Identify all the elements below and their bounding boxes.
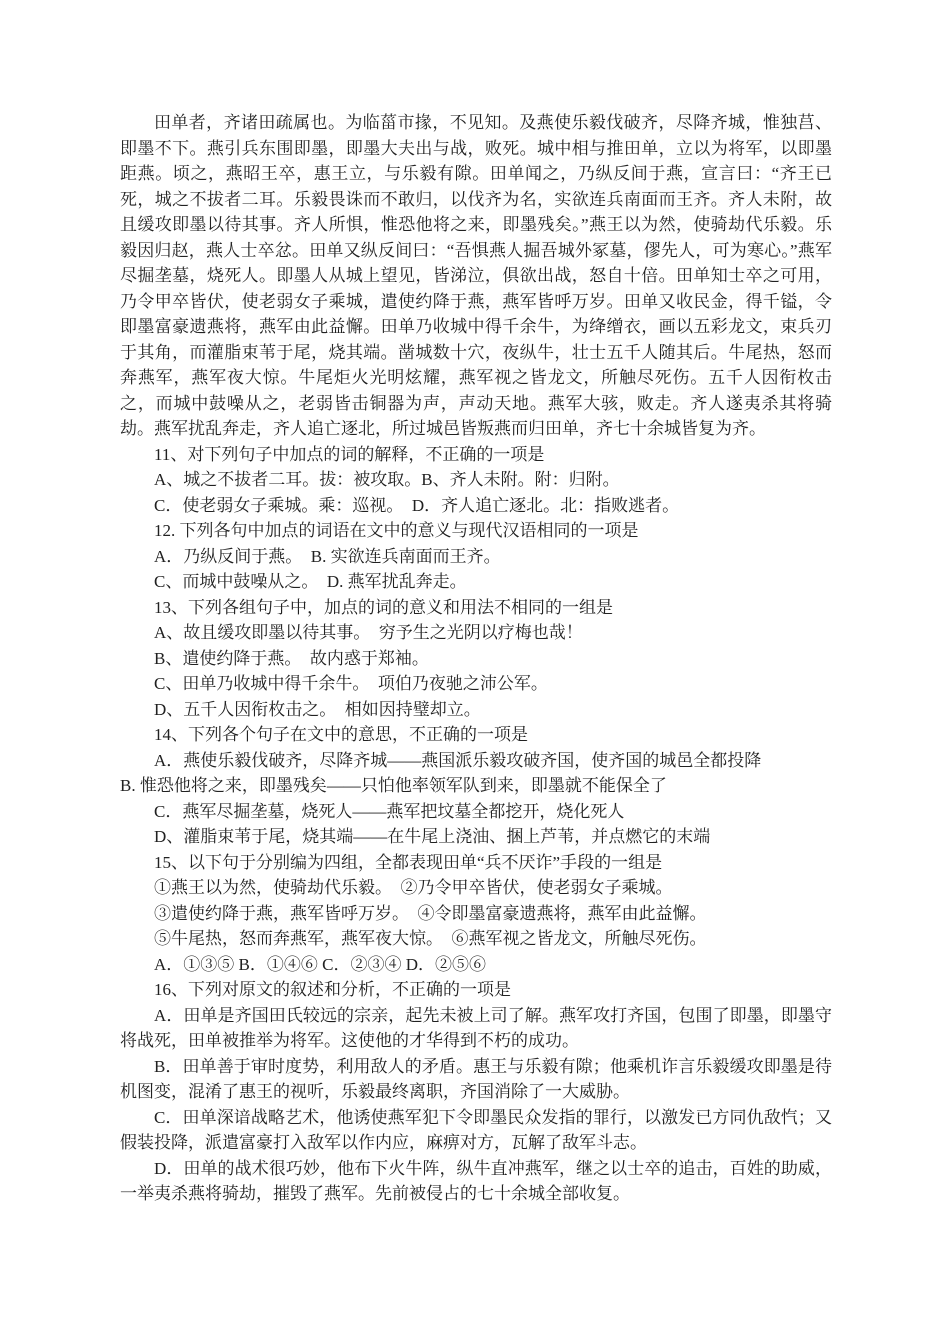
reading-passage: 田单者，齐诸田疏属也。为临菑市掾，不见知。及燕使乐毅伐破齐，尽降齐城，惟独莒、即墨不下。燕引兵东围即墨，即墨大夫出与战，败死。城中相与推田单，立以为将军，以即墨距燕。顷之，燕昭王卒，惠王立，与乐毅有隙。田单闻之，乃纵反间于燕，宣言曰：“齐王已死，城之不拔者二耳。乐毅畏诛而不敢归，以伐齐为名，实欲连兵南面而王齐。齐人未附，故且缓攻即墨以待其事。齐人所惧，惟恐他将之来，即墨残矣。”燕王以为然，使骑劫代乐毅。乐毅因归赵，燕人士卒忿。田单又纵反间曰：“吾惧燕人掘吾城外冢墓，僇先人，可为寒心。”燕军尽掘垄墓，烧死人。即墨人从城上望见，皆涕泣，俱欲出战，怒自十倍。田单知士卒之可用，乃令甲卒皆伏，使老弱女子乘城，遣使约降于燕，燕军皆呼万岁。田单又收民金，得千镒，令即墨富豪遗燕将，燕军由此益懈。田单乃收城中得千余牛，为绛缯衣，画以五彩龙文，束兵刃于其角，而灌脂束苇于尾，烧其端。凿城数十穴，夜纵牛，壮士五千人随其后。牛尾热，怒而奔燕军，燕军夜大惊。牛尾炬火光明炫耀，燕军视之皆龙文，所触尽死伤。五千人因衔枚击之，而城中鼓噪从之，老弱皆击铜器为声，声动天地。燕军大骇，败走。齐人遂夷杀其将骑劫。燕军扰乱奔走，齐人追亡逐北，所过城邑皆叛燕而归田单，齐七十余城皆复为齐。: [120, 113, 832, 438]
q16-stem: 16、下列对原文的叙述和分析，不正确的一项是: [154, 980, 511, 999]
q16-option-a: A．田单是齐国田氏较远的宗亲，起先未被上司了解。燕军攻打齐国，包围了即墨，即墨守将战死，田单被推举为将军。这使他的才华得到不朽的成功。: [120, 1005, 832, 1050]
q13-option-a: A、故且缓攻即墨以待其事。 穷予生之光阴以疗梅也哉！: [154, 623, 583, 642]
q15-items-5-6: ⑤牛尾热，怒而奔燕军，燕军夜大惊。 ⑥燕军视之皆龙文，所触尽死伤。: [154, 929, 707, 948]
q12-options-ab: A．乃纵反间于燕。 B. 实欲连兵南面而王齐。: [154, 546, 501, 566]
q14-option-c: C．燕军尽掘垄墓，烧死人——燕军把坟墓全都挖开，烧化死人: [154, 801, 625, 821]
q14-stem: 14、下列各个句子在文中的意思，不正确的一项是: [154, 725, 528, 744]
q16-option-b: B．田单善于审时度势，利用敌人的矛盾。惠王与乐毅有隙；他乘机诈言乐毅缓攻即墨是待机图变，混淆了惠王的视听，乐毅最终离职，齐国消除了一大威胁。: [120, 1056, 832, 1101]
q12-stem: 12. 下列各句中加点的词语在文中的意义与现代汉语相同的一项是: [154, 521, 639, 540]
q11-stem: 11、对下列句子中加点的词的解释，不正确的一项是: [154, 444, 545, 464]
q16-option-d: D．田单的战术很巧妙，他布下火牛阵，纵牛直冲燕军，继之以士卒的追击，百姓的助威，一举夷杀燕将骑劫，摧毁了燕军。先前被侵占的七十余城全部收复。: [120, 1158, 832, 1203]
q11-options-ab: A、城之不拔者二耳。拔：被攻取。B、齐人未附。附：归附。: [154, 470, 620, 489]
q16-option-c: C．田单深谙战略艺术，他诱使燕军犯下令即墨民众发指的罪行，以激发已方同仇敌忾；又假装投降，派遣富豪打入敌军以作内应，麻痹对方，瓦解了敌军斗志。: [120, 1107, 832, 1152]
q15-items-1-2: ①燕王以为然，使骑劫代乐毅。 ②乃令甲卒皆伏，使老弱女子乘城。: [154, 878, 673, 897]
q15-answer-options: A．①③⑤ B．①④⑥ C．②③④ D．②⑤⑥: [154, 954, 486, 974]
q11-options-cd: C．使老弱女子乘城。乘：巡视。 D．齐人追亡逐北。北：指败逃者。: [154, 495, 680, 515]
q15-items-3-4: ③遣使约降于燕，燕军皆呼万岁。 ④令即墨富豪遗燕将，燕军由此益懈。: [154, 903, 707, 923]
q14-option-a: A．燕使乐毅伐破齐，尽降齐城——燕国派乐毅攻破齐国，使齐国的城邑全都投降: [154, 750, 762, 770]
q14-option-b: B. 惟恐他将之来，即墨残矣——只怕他率领军队到来，即墨就不能保全了: [120, 776, 667, 795]
q14-option-d: D、灌脂束苇于尾，烧其端——在牛尾上浇油、捆上芦苇，并点燃它的末端: [154, 827, 711, 846]
q13-stem: 13、下列各组句子中，加点的词的意义和用法不相同的一组是: [154, 597, 613, 617]
q15-stem: 15、以下句于分别编为四组，全都表现田单“兵不厌诈”手段的一组是: [154, 852, 663, 872]
q13-option-b: B、遣使约降于燕。 故内惑于郑袖。: [154, 648, 429, 668]
q13-option-d: D、五千人因衔枚击之。 相如因持璧却立。: [154, 699, 481, 719]
q13-option-c: C、田单乃收城中得千余牛。 项伯乃夜驰之沛公军。: [154, 674, 548, 693]
q12-options-cd: C、而城中鼓噪从之。 D. 燕军扰乱奔走。: [154, 572, 467, 591]
